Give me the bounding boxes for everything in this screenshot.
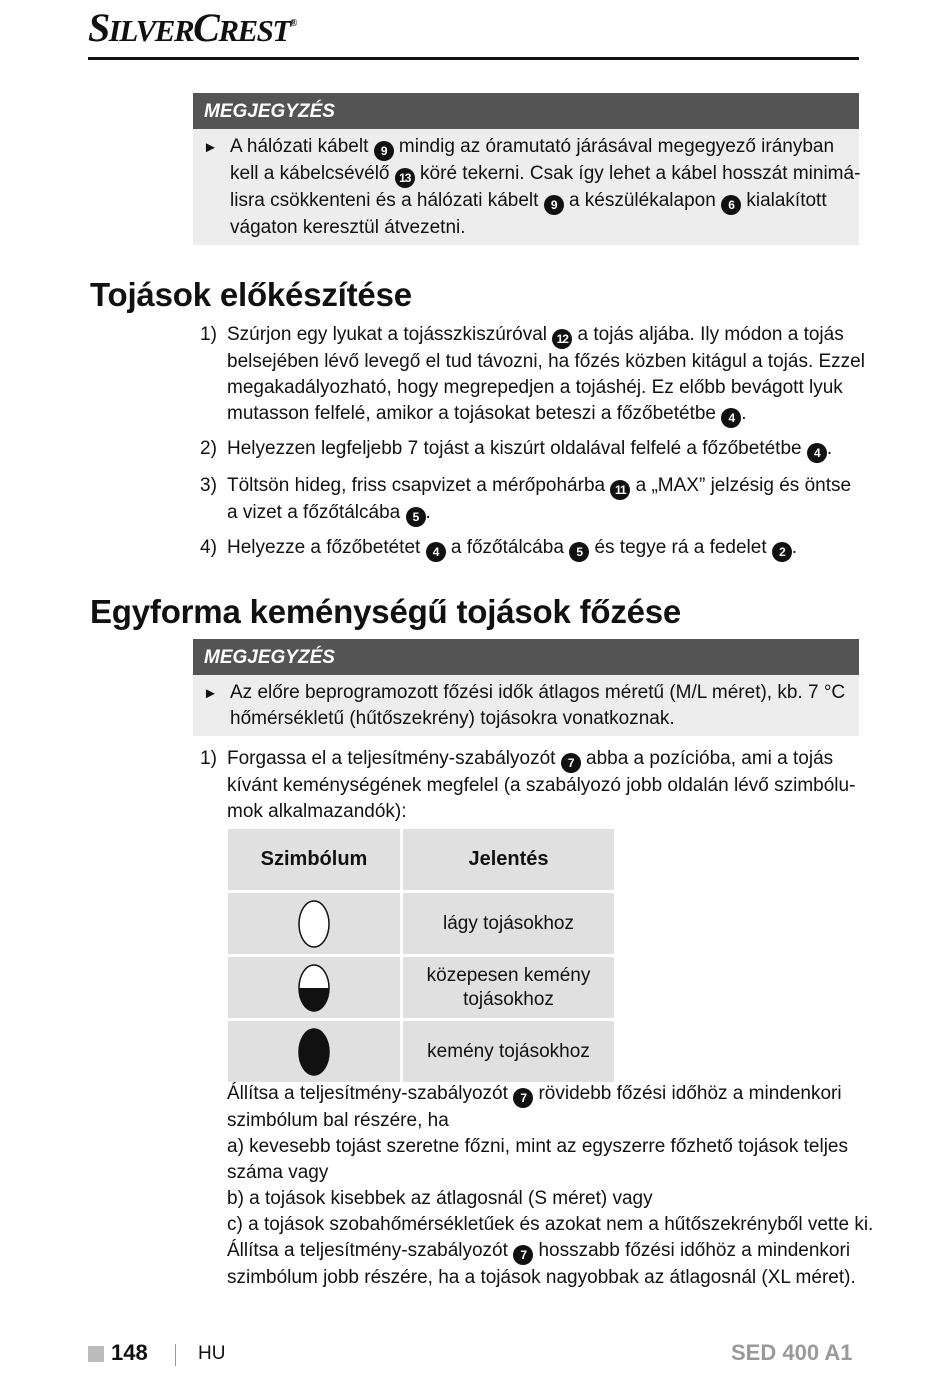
text-line [227, 1265, 867, 1291]
section-title-preparation: Tojások előkészítése [90, 276, 412, 313]
text-line [227, 1108, 867, 1134]
text-segment: Helyezzen legfeljebb 7 tojást a kiszúrt oldalával felfelé a főzőbetétbe [227, 438, 807, 459]
text-segment: Töltsön hideg, friss csapvizet a mérőpohárba [227, 475, 611, 496]
text-segment: lisra csökkenteni és a hálózati kábelt [230, 190, 544, 211]
text-segment: száma vagy [227, 1162, 329, 1183]
text-line [227, 436, 860, 463]
language-code: HU [198, 1343, 226, 1364]
text-segment: Állítsa a teljesítmény-szabályozót [227, 1083, 514, 1104]
text-segment: a vizet a főzőtálcába [227, 502, 406, 523]
reference-number-badge: 13 [395, 168, 415, 188]
note-title: MEGJEGYZÉS [193, 93, 859, 129]
text-segment: . [826, 438, 833, 459]
text-line [227, 1186, 867, 1212]
text-line [227, 473, 860, 500]
table-row [228, 893, 614, 954]
text-segment: Forgassa el a teljesítmény-szabályozót [227, 748, 561, 769]
text-line [227, 773, 860, 799]
meaning-cell [403, 1021, 614, 1082]
text-segment: vágaton keresztül átvezetni. [230, 217, 466, 238]
note-text [230, 134, 861, 241]
list-item: 1) Forgassa el a teljesítmény-szabályozót 7 abba a pozícióba, ami a tojás kívánt keménységének megfelel (a szabályozó jobb oldalán lévő szimbólu- mok alkalmazandók): [200, 746, 860, 825]
column-header-meaning: Jelentés [403, 829, 614, 890]
reference-number-badge: 4 [807, 443, 827, 463]
text-line [227, 1081, 867, 1108]
text-segment: a főzőtálcába [445, 537, 570, 558]
text-segment: a) kevesebb tojást szeretne főzni, mint az egyszerre főzhető tojások teljes [227, 1136, 848, 1157]
reference-number-badge: 5 [569, 542, 589, 562]
text-segment: Szúrjon egy lyukat a tojásszkiszúróval [227, 324, 553, 345]
text-segment: a tojás aljába. Ily módon a tojás [572, 324, 844, 345]
text-segment: A hálózati kábelt [230, 136, 374, 157]
text-line [227, 375, 860, 401]
text-segment: mindig az óramutató járásával megegyező irányban [393, 136, 835, 157]
list-item: 3) Töltsön hideg, friss csapvizet a mérőpohárba 11 a „MAX” jelzésig és öntse a vizet a főzőtálcába 5 . [200, 473, 860, 527]
page-number: 148 [111, 1340, 148, 1365]
egg-half-icon [297, 963, 331, 1013]
reference-number-badge: 9 [544, 195, 564, 215]
text-segment: kell a kábelcsévélő [230, 163, 395, 184]
table-row [228, 957, 614, 1018]
text-segment: szimbólum jobb részére, ha a tojások nagyobbak az átlagosnál (XL méret). [227, 1267, 856, 1288]
reference-number-badge: 12 [552, 329, 572, 349]
footer-separator [175, 1344, 176, 1366]
text-line [227, 322, 860, 349]
reference-number-badge: 9 [374, 141, 394, 161]
text-segment: . [425, 502, 431, 523]
reference-number-badge: 7 [513, 1088, 533, 1108]
text-line [230, 161, 861, 188]
text-line [230, 134, 849, 161]
text-segment: Helyezze a főzőbetétet [227, 537, 426, 558]
cell-text-line: kemény tojásokhoz [427, 1040, 590, 1062]
note-body [193, 675, 859, 736]
text-segment: mutasson felfelé, amikor a tojásokat beteszi a főzőbetétbe [227, 403, 722, 424]
text-line [227, 799, 860, 825]
instruction-paragraph [227, 1081, 874, 1291]
text-line [230, 215, 849, 241]
list-item: 2) Helyezzen legfeljebb 7 tojást a kiszúrt oldalával felfelé a főzőbetétbe 4 . [200, 436, 860, 463]
note-box-2 [193, 639, 859, 736]
text-segment: c) a tojások szobahőmérsékletűek és azokat nem a hűtőszekrényből vette ki. [227, 1214, 874, 1235]
reference-number-badge: 5 [406, 507, 426, 527]
text-segment: rövidebb főzési időhöz a mindenkori [533, 1083, 842, 1104]
egg-full-icon [297, 1027, 331, 1077]
text-line [227, 349, 865, 375]
column-header-symbol: Szimbólum [228, 829, 400, 890]
reference-number-badge: 11 [610, 480, 630, 500]
text-segment: kialakított [741, 190, 827, 211]
text-line [227, 401, 860, 428]
note-title: MEGJEGYZÉS [193, 639, 859, 675]
text-line [230, 188, 849, 215]
text-segment: hosszabb főzési időhöz a mindenkori [533, 1240, 851, 1261]
reference-number-badge: 4 [426, 542, 446, 562]
text-line [227, 1212, 874, 1238]
brand-logo: SILVERCREST® [88, 5, 298, 50]
reference-number-badge: 4 [721, 408, 741, 428]
model-number: SED 400 A1 [731, 1340, 853, 1365]
section-title-cooking: Egyforma keménységű tojások főzése [90, 593, 682, 630]
arrow-icon: ► [203, 139, 218, 156]
list-item: 4) Helyezze a főzőbetétet 4 a főzőtálcába 5 és tegye rá a fedelet 2 . [200, 535, 860, 562]
text-line [227, 746, 860, 773]
note-box-1 [193, 93, 859, 245]
text-segment: hőmérsékletű (hűtőszekrény) tojásokra vonatkoznak. [230, 708, 675, 729]
cell-text-line: közepesen kemény [426, 964, 591, 986]
text-line [227, 1160, 867, 1186]
text-segment: és tegye rá a fedelet [589, 537, 772, 558]
text-segment: a készülékalapon [563, 190, 722, 211]
text-line [230, 706, 849, 732]
text-line [227, 1238, 867, 1265]
text-segment: . [791, 537, 798, 558]
text-segment: Állítsa a teljesítmény-szabályozót [227, 1240, 514, 1261]
text-segment: mok alkalmazandók): [227, 801, 407, 822]
text-segment: b) a tojások kisebbek az átlagosnál (S méret) vagy [227, 1188, 653, 1209]
list-item: 1) Szúrjon egy lyukat a tojásszkiszúróval 12 a tojás aljába. Ily módon a tojás belsejében lévő levegő el tud távozni, ha főzés közben kitágul a tojás. Ezzel megakadályozható, hogy megrepedjen a tojáshéj. Ez előbb bevágott lyuk mutasson felfelé, amikor a tojásokat beteszi a főzőbetétbe 4 . [200, 322, 860, 428]
text-segment: köré tekerni. Csak így lehet a kábel hosszát minimá- [414, 163, 861, 184]
meaning-cell [403, 957, 614, 1018]
text-segment: megakadályozható, hogy megrepedjen a tojáshéj. Ez előbb bevágott lyuk [227, 377, 843, 398]
text-line [227, 500, 860, 527]
text-segment: szimbólum bal részére, ha [227, 1110, 449, 1131]
text-segment: kívánt keménységének megfelel (a szabályozó jobb oldalán lévő szimbólu- [227, 775, 856, 796]
table-row [228, 1021, 614, 1082]
text-line [227, 1134, 867, 1160]
text-line [227, 535, 860, 562]
arrow-icon: ► [203, 685, 218, 702]
text-segment: abba a pozícióba, ami a tojás [580, 748, 834, 769]
text-segment: belsejében lévő levegő el tud távozni, ha főzés közben kitágul a tojás. Ezzel [227, 351, 865, 372]
symbol-table [225, 826, 617, 1085]
reference-number-badge: 2 [772, 542, 792, 562]
reference-number-badge: 7 [513, 1245, 533, 1265]
reference-number-badge: 7 [561, 753, 581, 773]
text-segment: Az előre beprogramozott főzési idők átlagos méretű (M/L méret), kb. 7 °C [230, 682, 846, 703]
header-rule [88, 57, 859, 60]
meaning-cell [403, 893, 614, 954]
cell-text-line: lágy tojásokhoz [443, 912, 574, 934]
text-segment: . [741, 403, 747, 424]
reference-number-badge: 6 [721, 195, 741, 215]
note-text [230, 680, 849, 732]
text-line [230, 680, 849, 706]
note-body [193, 129, 859, 245]
footer-square [88, 1346, 104, 1362]
text-segment: a „MAX” jelzésig és öntse [630, 475, 852, 496]
cell-text-line: tojásokhoz [463, 988, 554, 1010]
egg-empty-icon [297, 899, 331, 949]
